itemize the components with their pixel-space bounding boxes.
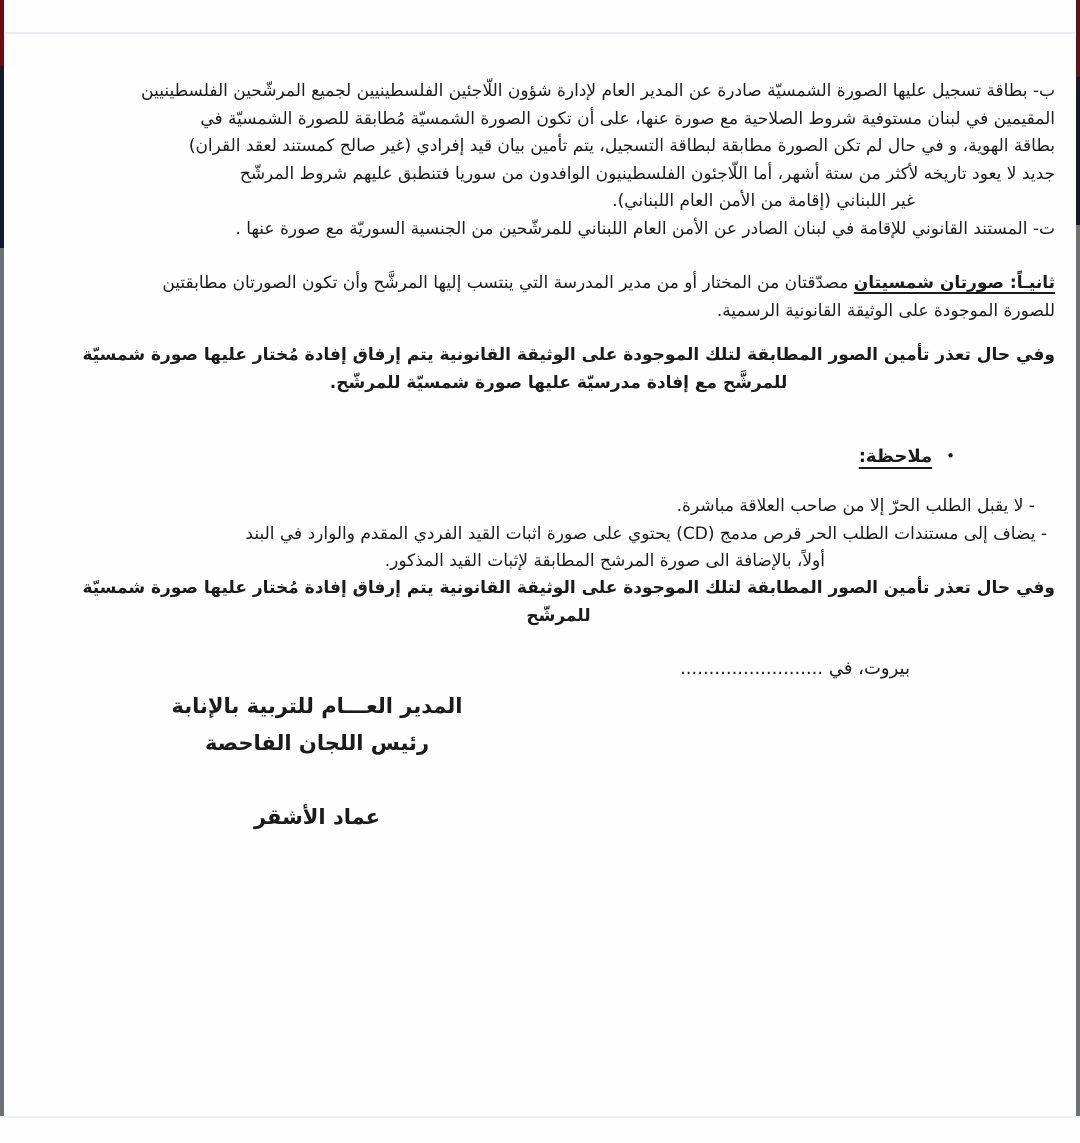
page-edge-left [0, 0, 4, 1116]
signature-name: عماد الأشقر [253, 805, 381, 829]
page-edge-right [1076, 0, 1080, 1116]
para-b-line-1: ب- بطاقة تسجيل عليها الصورة الشمسيّة صادرة عن المدير العام لإدارة شؤون اللّاجئين الفلسطينيين لجميع المرشّحين الفلسطينيين [141, 81, 1055, 101]
note-item-1: - لا يقبل الطلب الحرّ إلا من صاحب العلاقة مباشرة. [676, 496, 1035, 516]
paragraph-second [62, 270, 1055, 325]
paragraph-item-b [62, 78, 1055, 243]
para-b-line-3: بطاقة الهوية، و في حال لم تكن الصورة مطابقة لبطاقة التسجيل، يتم تأمين بيان قيد إفرادي (غير صالح كمستند لعقد القران) [188, 136, 1055, 156]
signature-title-1: المدير العـــام للتربية بالإنابة [171, 694, 463, 718]
note-heading-row [859, 443, 955, 470]
edge-segment-gray [1076, 225, 1080, 1116]
bold2-line-2: للمرشّح [526, 605, 591, 626]
note-items [62, 493, 1055, 576]
edge-segment-navy [1076, 77, 1080, 225]
note-heading: ملاحظة: [858, 446, 933, 467]
note-item-2-line-1: - يضاف إلى مستندات الطلب الحر قرص مدمج (CD) يحتوي على صورة اثبات القيد الفردي المقدم والوارد في البند [245, 523, 1047, 544]
signature-title-2: رئيس اللجان الفاحصة [204, 731, 430, 755]
second-line-1 [62, 270, 1055, 298]
para-b-line-2: المقيمين في لبنان مستوفية شروط الصلاحية مع صورة عنها، على أن تكون الصورة الشمسيّة مُطابقة للصورة الشمسيّة في [200, 108, 1055, 129]
beirut-date-line [680, 655, 910, 683]
bold1-line-2: للمرشَّح مع إفادة مدرسيّة عليها صورة شمسيّة للمرشّح. [329, 372, 788, 393]
paragraph-bold-photos-2 [62, 575, 1055, 630]
edge-segment-gray [0, 248, 4, 1116]
edge-segment-navy [0, 66, 4, 248]
bold2-line-1: وفي حال تعذر تأمين الصور المطابقة لتلك الموجودة على الوثيقة القانونية يتم إرفاق إفادة مُختار عليها صورة شمسيّة [82, 578, 1055, 598]
edge-segment-maroon [0, 0, 4, 66]
second-line-2: للصورة الموجودة على الوثيقة القانونية الرسمية. [716, 300, 1055, 321]
top-divider [5, 32, 1075, 34]
bottom-divider [0, 1116, 1080, 1118]
paragraph-bold-photos-1 [62, 342, 1055, 397]
para-b-line-5: غير اللبناني (إقامة من الأمن العام اللبناني). [612, 191, 915, 211]
paragraph-item-t: ت- المستند القانوني للإقامة في لبنان الصادر عن الأمن العام اللبناني للمرشّحين من الجنسية السوريّة مع صورة عنها . [235, 218, 1055, 239]
para-b-line-4: جديد لا يعود تاريخه لأكثر من ستة أشهر، أما اللّاجئون الفلسطينيون الوافدون من سوريا فتنطبق عليهم شروط المرشّح [239, 163, 1055, 184]
second-heading: ثانيـاً: صورتان شمسيتان [853, 273, 1055, 293]
edge-segment-maroon [1076, 0, 1080, 77]
beirut-date-text: بيروت، في ......................... [680, 658, 910, 679]
second-rest: مصدّقتان من المختار أو من مدير المدرسة التي ينتسب إليها المرشَّح وأن تكون الصورتان مطابقتين [162, 273, 854, 293]
bold1-line-1: وفي حال تعذر تأمين الصور المطابقة لتلك الموجودة على الوثيقة القانونية يتم إرفاق إفادة مُختار عليها صورة شمسيّة [82, 345, 1055, 365]
signature-block [147, 688, 487, 832]
note-item-2-line-2: أولاً، بالإضافة الى صورة المرشح المطابقة لإثبات القيد المذكور. [384, 551, 825, 571]
bullet-icon: • [946, 447, 955, 465]
